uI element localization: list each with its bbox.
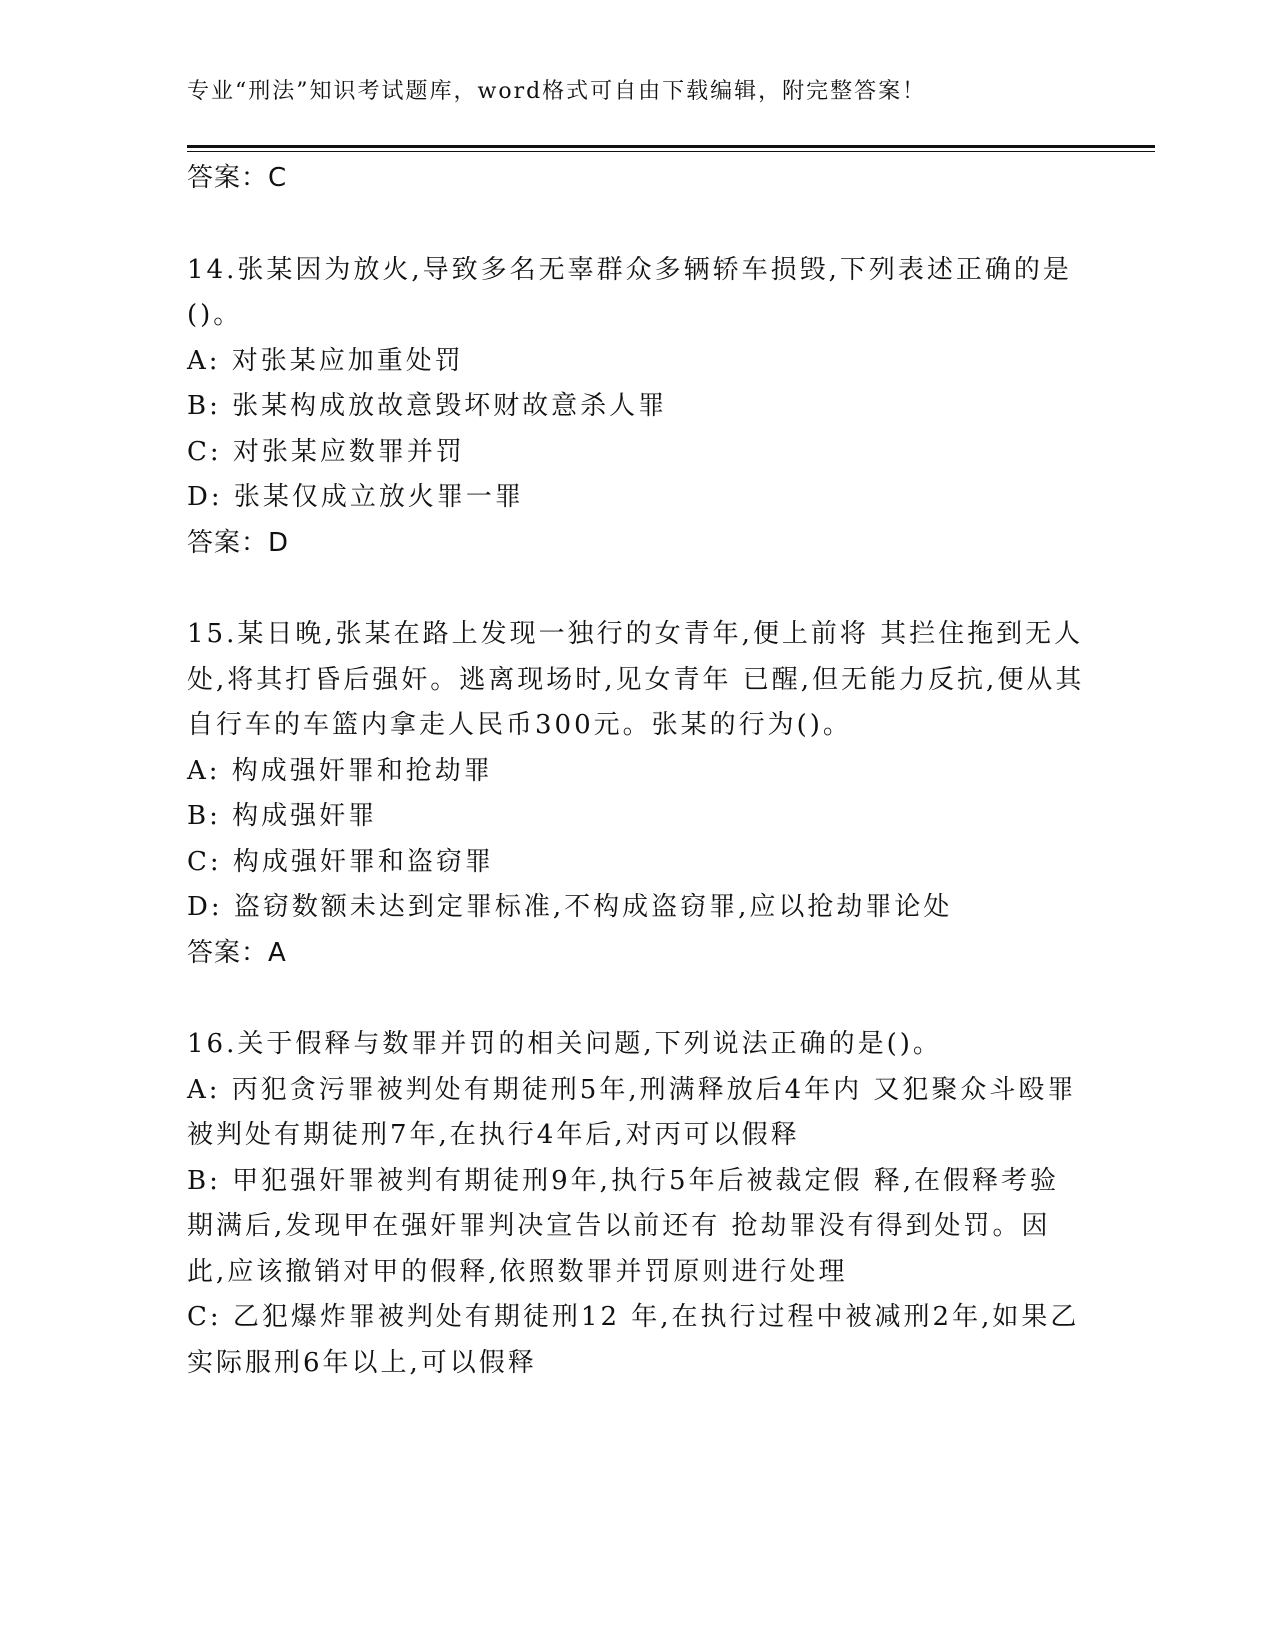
document-body xyxy=(187,156,1087,1386)
question-15-option-a: A: 构成强奸罪和抢劫罪 xyxy=(187,755,493,786)
header-rule-thin xyxy=(187,151,1155,152)
question-15-option-b: B: 构成强奸罪 xyxy=(187,801,378,831)
question-14-option-a: A: 对张某应加重处罚 xyxy=(187,345,464,376)
page-header: 专业“刑法”知识考试题库，word格式可自由下载编辑，附完整答案！ xyxy=(187,79,927,104)
spacer xyxy=(187,566,1087,612)
question-14-option-c: C: 对张某应数罪并罚 xyxy=(187,436,465,467)
question-16-text: 16.关于假释与数罪并罚的相关问题,下列说法正确的是()。 xyxy=(187,1029,942,1059)
answer-14: 答案：D xyxy=(187,527,290,558)
answer-13: 答案：C xyxy=(187,163,288,193)
spacer xyxy=(187,202,1087,248)
question-16 xyxy=(187,1022,1087,1386)
question-14 xyxy=(187,248,1087,567)
question-15-option-c: C: 构成强奸罪和盗窃罪 xyxy=(187,846,494,877)
question-14-option-b: B: 张某构成放故意毁坏财故意杀人罪 xyxy=(187,391,668,421)
question-15-option-d: D: 盗窃数额未达到定罪标准,不构成盗窃罪,应以抢劫罪论处 xyxy=(187,892,953,922)
spacer xyxy=(187,976,1087,1022)
question-14-option-d: D: 张某仅成立放火罪一罪 xyxy=(187,482,524,512)
question-14-text: 14.张某因为放火,导致多名无辜群众多辆轿车损毁,下列表述正确的是()。 xyxy=(187,254,1072,330)
question-16-option-c: C: 乙犯爆炸罪被判处有期徒刑12 年,在执行过程中被减刑2年,如果乙实际服刑6年以上,可以假释 xyxy=(187,1302,1080,1378)
question-16-option-a: A: 丙犯贪污罪被判处有期徒刑5年,刑满释放后4年内 又犯聚众斗殴罪被判处有期徒刑7年,在执行4年后,对丙可以假释 xyxy=(187,1074,1077,1150)
question-16-option-b: B: 甲犯强奸罪被判有期徒刑9年,执行5年后被裁定假 释,在假释考验期满后,发现甲在强奸罪判决宣告以前还有 抢劫罪没有得到处罚。因此,应该撤销对甲的假释,依照数罪并罚原则进行处理 xyxy=(187,1165,1060,1287)
question-15-text: 15.某日晚,张某在路上发现一独行的女青年,便上前将 其拦住拖到无人处,将其打昏后强奸。逃离现场时,见女青年 已醒,但无能力反抗,便从其自行车的车篮内拿走人民币300元。张某的行为()。 xyxy=(187,619,1085,740)
header-rule-thick xyxy=(187,145,1155,148)
answer-15: 答案：A xyxy=(187,937,287,968)
question-15 xyxy=(187,612,1087,976)
